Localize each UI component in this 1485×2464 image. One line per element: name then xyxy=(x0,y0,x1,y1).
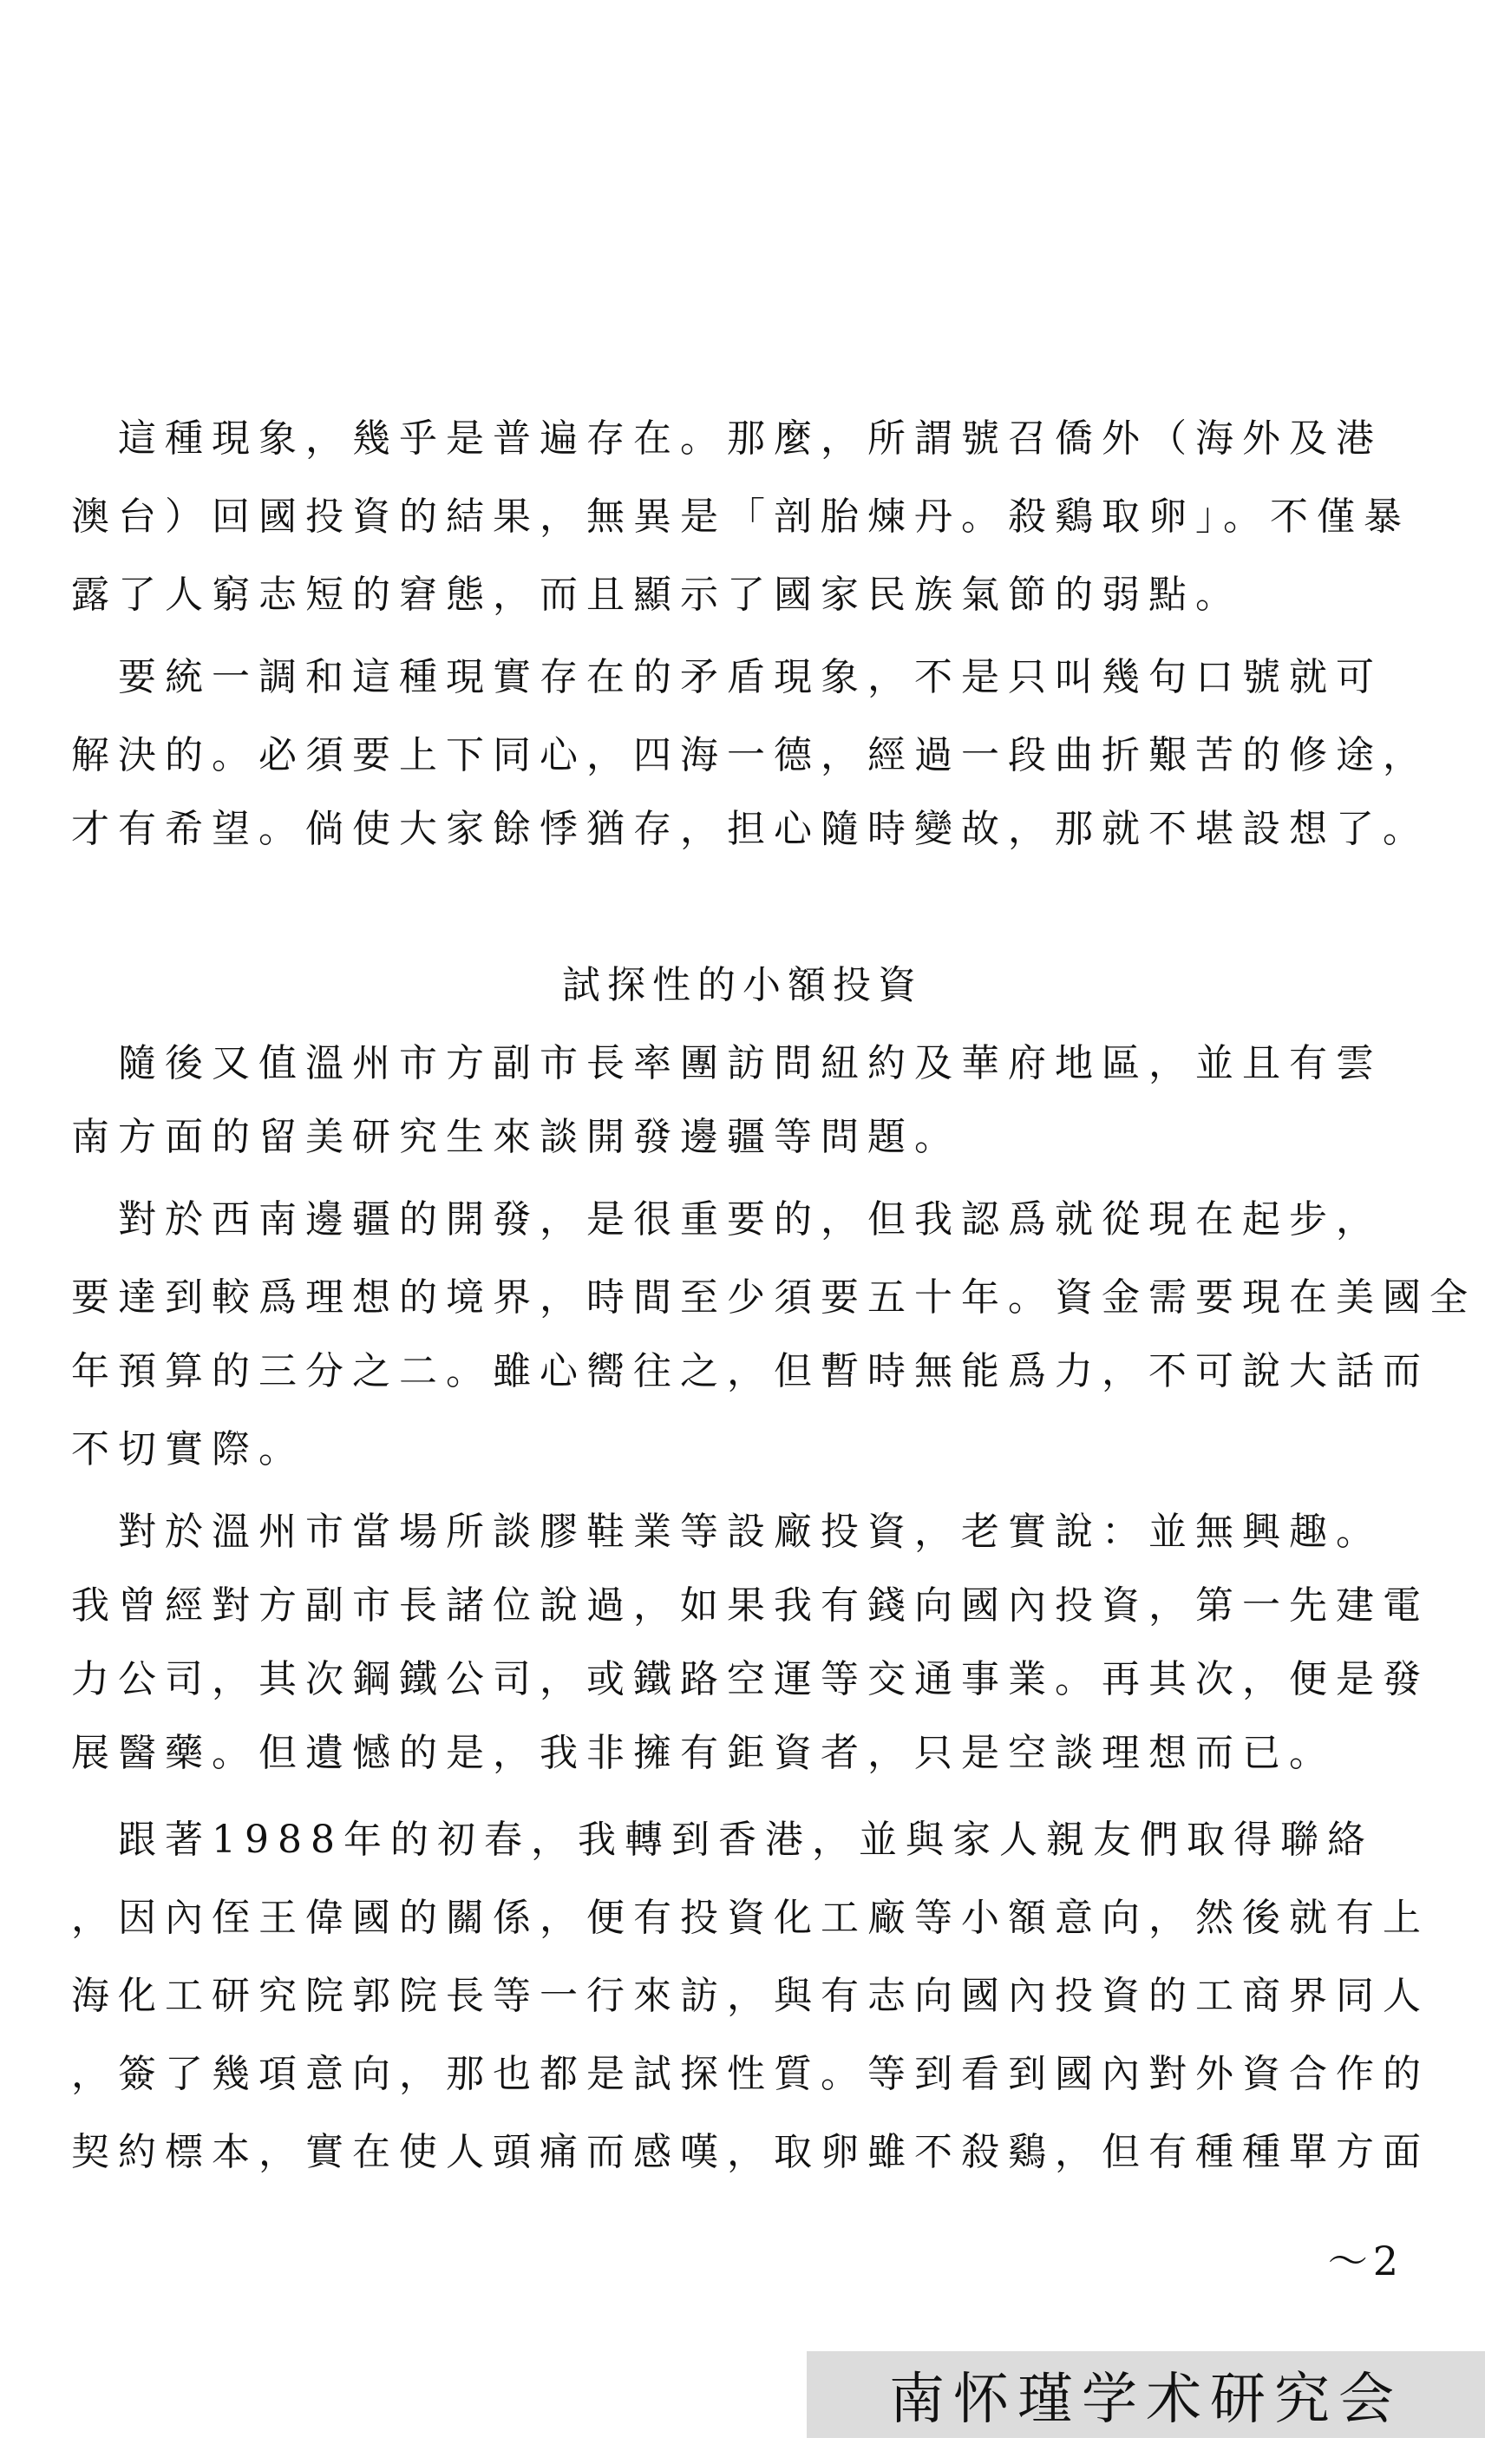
text-line: 我曾經對方副市長諸位說過，如果我有錢向國內投資，第一先建電 xyxy=(71,1583,1429,1628)
text-line: 年預算的三分之二。雖心嚮往之，但暫時無能爲力，不可說大話而 xyxy=(71,1349,1429,1393)
page-number: ～2 xyxy=(1327,2238,1403,2284)
text-line: 隨後又值溫州市方副市長率團訪問紐約及華府地區，並且有雲 xyxy=(71,1041,1383,1085)
text-line: 要達到較爲理想的境界，時間至少須要五十年。資金需要現在美國全 xyxy=(71,1275,1476,1320)
text-line: 展醫藥。但遺憾的是，我非擁有鉅資者，只是空談理想而已。 xyxy=(71,1731,1336,1775)
text-line: 這種現象，幾乎是普遍存在。那麼，所謂號召僑外（海外及港 xyxy=(71,416,1383,461)
watermark-text: 南怀瑾学术研究会 xyxy=(889,2368,1403,2432)
text-line: 契約標本，實在使人頭痛而感嘆，取卵雖不殺鷄，但有種種單方面 xyxy=(71,2130,1429,2174)
text-line: 南方面的留美研究生來談開發邊疆等問題。 xyxy=(71,1115,961,1159)
text-line: 才有希望。倘使大家餘悸猶存，担心隨時變故，那就不堪設想了。 xyxy=(71,807,1429,851)
text-line: 澳台）回國投資的結果，無異是「剖胎煉丹。殺鷄取卵」。不僅暴 xyxy=(71,495,1410,539)
text-line: 力公司，其次鋼鐵公司，或鐵路空運等交通事業。再其次，便是發 xyxy=(71,1657,1429,1701)
text-line: 跟著1988年的初春，我轉到香港，並與家人親友們取得聯絡 xyxy=(71,1818,1374,1862)
text-line: 海化工研究院郭院長等一行來訪，與有志向國內投資的工商界同人 xyxy=(71,1974,1429,2018)
text-line: 不切實際。 xyxy=(71,1427,305,1471)
section-heading: 試探性的小額投資 xyxy=(562,963,923,1007)
text-line: 露了人窮志短的窘態，而且顯示了國家民族氣節的弱點。 xyxy=(71,573,1242,617)
text-line: 對於溫州市當場所談膠鞋業等設廠投資，老實說：並無興趣。 xyxy=(71,1510,1383,1554)
watermark-banner xyxy=(807,2351,1485,2438)
text-line: 解決的。必須要上下同心，四海一德，經過一段曲折艱苦的修途， xyxy=(71,733,1429,777)
text-line: 要統一調和這種現實存在的矛盾現象，不是只叫幾句口號就可 xyxy=(71,655,1383,699)
text-line: ，簽了幾項意向，那也都是試探性質。等到看到國內對外資合作的 xyxy=(71,2052,1429,2096)
text-line: 對於西南邊疆的開發，是很重要的，但我認爲就從現在起步， xyxy=(71,1197,1383,1242)
text-line: ，因內侄王偉國的關係，便有投資化工廠等小額意向，然後就有上 xyxy=(71,1896,1429,1940)
